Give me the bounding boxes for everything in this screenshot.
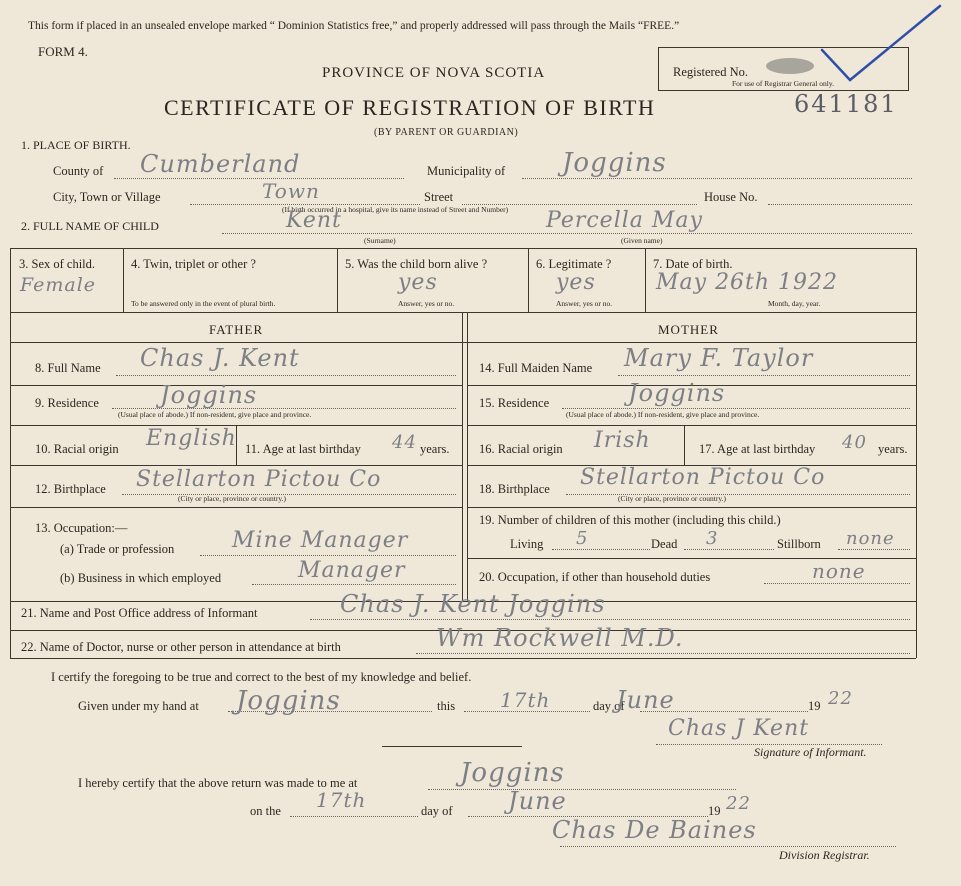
- mother-maiden-label: 14. Full Maiden Name: [479, 361, 593, 375]
- given-day-value: 17th: [500, 688, 551, 712]
- father-trade-label: (a) Trade or profession: [60, 542, 175, 556]
- registrar-year-prefix: 19: [708, 804, 721, 818]
- father-business-label: (b) Business in which employed: [60, 571, 222, 585]
- father-age-label: 11. Age at last birthday: [245, 442, 361, 456]
- stillborn-label: Stillborn: [777, 537, 821, 551]
- legitimate-value: yes: [556, 270, 596, 295]
- father-birthplace-value: Stellarton Pictou Co: [136, 467, 382, 492]
- father-trade-value: Mine Manager: [232, 528, 409, 553]
- legitimate-label: 6. Legitimate ?: [536, 257, 612, 271]
- registered-no-label: Registered No.: [673, 65, 748, 79]
- father-occupation-label: 13. Occupation:—: [35, 521, 128, 535]
- county-value: Cumberland: [140, 150, 301, 178]
- born-alive-note: Answer, yes or no.: [398, 299, 455, 308]
- mother-residence-note: (Usual place of abode.) If non-resident, give place and province.: [566, 410, 760, 419]
- mother-racial-label: 16. Racial origin: [479, 442, 563, 456]
- mother-birthplace-value: Stellarton Pictou Co: [580, 465, 826, 490]
- mother-heading: MOTHER: [658, 322, 719, 337]
- twin-label: 4. Twin, triplet or other ?: [131, 257, 256, 271]
- day-of-label: day of: [593, 699, 625, 713]
- stillborn-value: none: [846, 528, 895, 549]
- registrar-day-of-label: day of: [421, 804, 453, 818]
- father-name-label: 8. Full Name: [35, 361, 101, 375]
- born-alive-value: yes: [398, 270, 438, 295]
- province-heading: PROVINCE OF NOVA SCOTIA: [322, 65, 546, 81]
- mother-residence-label: 15. Residence: [479, 396, 550, 410]
- informant-signature: Chas J Kent: [668, 716, 810, 741]
- father-residence-note: (Usual place of abode.) If non-resident, give place and province.: [118, 410, 312, 419]
- father-age-unit: years.: [420, 442, 450, 456]
- child-given-name-value: Percella May: [546, 208, 703, 233]
- father-birthplace-note: (City or place, province or country.): [178, 494, 287, 503]
- living-label: Living: [510, 537, 544, 551]
- registrar-year-value: 22: [726, 793, 751, 814]
- municipality-label: Municipality of: [427, 164, 506, 178]
- registrar-caption: Division Registrar.: [779, 848, 870, 862]
- place-of-birth-label: 1. PLACE OF BIRTH.: [21, 138, 131, 152]
- mother-racial-value: Irish: [594, 428, 651, 453]
- living-value: 5: [576, 528, 589, 549]
- father-residence-label: 9. Residence: [35, 396, 99, 410]
- informant-signature-caption: Signature of Informant.: [754, 745, 867, 759]
- father-business-value: Manager: [298, 558, 406, 583]
- mother-age-unit: years.: [878, 442, 908, 456]
- city-label: City, Town or Village: [53, 190, 161, 204]
- father-birthplace-label: 12. Birthplace: [35, 482, 106, 496]
- street-label: Street: [424, 190, 454, 204]
- municipality-value: Joggins: [562, 148, 667, 178]
- registrar-statement: I hereby certify that the above return was made to me at: [78, 776, 358, 790]
- father-heading: FATHER: [209, 322, 264, 337]
- mail-notice: This form if placed in an unsealed envelope marked “ Dominion Statistics free,” and properly addressed will pass through the Mails “FREE.”: [28, 20, 680, 32]
- hospital-note: (If birth occurred in a hospital, give its name instead of Street and Number): [282, 205, 509, 214]
- date-of-birth-value: May 26th 1922: [656, 270, 839, 295]
- date-of-birth-label: 7. Date of birth.: [653, 257, 733, 271]
- mother-children-label: 19. Number of children of this mother (including this child.): [479, 513, 781, 527]
- father-age-value: 44: [392, 432, 417, 453]
- informant-value: Chas J. Kent Joggins: [340, 590, 606, 618]
- father-racial-label: 10. Racial origin: [35, 442, 119, 456]
- sex-value: Female: [20, 274, 97, 296]
- date-of-birth-note: Month, day, year.: [768, 299, 821, 308]
- twin-note: To be answered only in the event of plural birth.: [131, 299, 276, 308]
- mother-residence-value: Joggins: [628, 379, 726, 407]
- given-under-label: Given under my hand at: [78, 699, 199, 713]
- form-number: FORM 4.: [38, 44, 88, 59]
- born-alive-label: 5. Was the child born alive ?: [345, 257, 488, 271]
- registrar-day-value: 17th: [316, 788, 367, 812]
- certificate-title: CERTIFICATE OF REGISTRATION OF BIRTH: [164, 95, 656, 120]
- doctor-value: Wm Rockwell M.D.: [436, 624, 684, 652]
- father-racial-value: English: [146, 426, 237, 451]
- certificate-subtitle: (BY PARENT OR GUARDIAN): [374, 127, 519, 138]
- mother-age-value: 40: [842, 432, 867, 453]
- registrar-general-note: For use of Registrar General only.: [732, 79, 834, 88]
- child-full-name-label: 2. FULL NAME OF CHILD: [21, 219, 159, 233]
- dead-label: Dead: [651, 537, 678, 551]
- registrar-place-value: Joggins: [460, 758, 565, 788]
- given-name-caption: (Given name): [621, 236, 663, 245]
- given-month-value: June: [616, 686, 675, 714]
- mother-age-label: 17. Age at last birthday: [699, 442, 816, 456]
- mother-maiden-value: Mary F. Taylor: [624, 344, 814, 372]
- registrar-month-value: June: [508, 787, 567, 815]
- legitimate-note: Answer, yes or no.: [556, 299, 613, 308]
- city-value: Town: [262, 179, 320, 203]
- father-residence-value: Joggins: [160, 381, 258, 409]
- mother-birthplace-note: (City or place, province or country.): [618, 494, 727, 503]
- registration-number: 641181: [794, 90, 898, 118]
- registrar-signature: Chas De Baines: [552, 816, 757, 844]
- mother-occupation-label: 20. Occupation, if other than household duties: [479, 570, 711, 584]
- dead-value: 3: [706, 528, 719, 549]
- this-label: this: [437, 699, 456, 713]
- father-name-value: Chas J. Kent: [140, 344, 300, 372]
- certify-statement: I certify the foregoing to be true and correct to the best of my knowledge and belief.: [51, 670, 472, 684]
- surname-caption: (Surname): [364, 236, 396, 245]
- county-label: County of: [53, 164, 104, 178]
- doctor-label: 22. Name of Doctor, nurse or other person in attendance at birth: [21, 640, 341, 654]
- informant-label: 21. Name and Post Office address of Informant: [21, 606, 258, 620]
- given-year-value: 22: [828, 688, 853, 709]
- sex-label: 3. Sex of child.: [19, 257, 96, 271]
- on-the-label: on the: [250, 804, 281, 818]
- mother-birthplace-label: 18. Birthplace: [479, 482, 550, 496]
- given-place-value: Joggins: [236, 686, 341, 716]
- house-no-label: House No.: [704, 190, 758, 204]
- year-prefix: 19: [808, 699, 821, 713]
- child-surname-value: Kent: [286, 208, 342, 233]
- mother-occupation-value: none: [812, 559, 866, 583]
